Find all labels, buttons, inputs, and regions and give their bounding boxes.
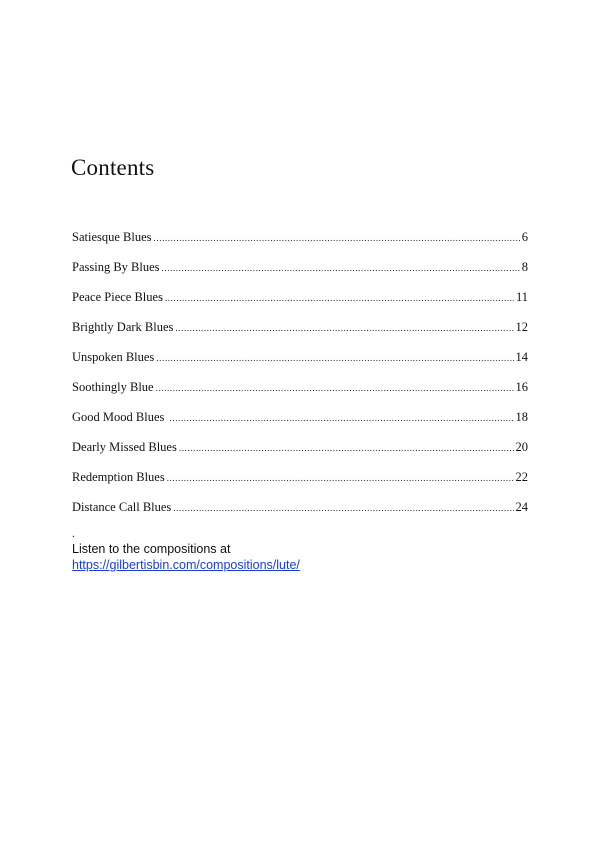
toc-entry-page: 14 bbox=[515, 350, 528, 364]
toc-leader-dots bbox=[167, 468, 514, 488]
toc-leader-dots bbox=[156, 348, 513, 368]
toc-entry-title: Distance Call Blues bbox=[72, 500, 172, 514]
toc-entry-title: Dearly Missed Blues bbox=[72, 440, 177, 454]
toc-entry-title: Peace Piece Blues bbox=[72, 290, 163, 304]
toc-entry[interactable] bbox=[72, 437, 528, 467]
toc-entry-title: Unspoken Blues bbox=[72, 350, 155, 364]
toc-entry-title: Soothingly Blue bbox=[72, 380, 154, 394]
toc-entry[interactable] bbox=[72, 497, 528, 527]
toc-entry[interactable] bbox=[72, 407, 528, 437]
toc-leader-dots bbox=[154, 228, 520, 248]
page-title: Contents bbox=[71, 155, 155, 180]
separator-dot: . bbox=[72, 526, 75, 540]
toc-entry-page: 8 bbox=[521, 260, 528, 274]
toc-leader-dots bbox=[179, 438, 514, 458]
toc-leader-dots bbox=[170, 408, 514, 428]
toc-entry-page: 22 bbox=[515, 470, 528, 484]
toc-entry[interactable] bbox=[72, 257, 528, 287]
toc-leader-dots bbox=[173, 498, 513, 518]
toc-entry[interactable] bbox=[72, 347, 528, 377]
toc-entry-title: Redemption Blues bbox=[72, 470, 165, 484]
toc-entry-page: 6 bbox=[521, 230, 528, 244]
toc-entry-page: 12 bbox=[515, 320, 528, 334]
toc-entry-title: Passing By Blues bbox=[72, 260, 160, 274]
table-of-contents bbox=[72, 227, 528, 527]
toc-entry[interactable] bbox=[72, 467, 528, 497]
listen-caption: Listen to the compositions at bbox=[72, 542, 231, 556]
toc-entry[interactable] bbox=[72, 287, 528, 317]
toc-entry[interactable] bbox=[72, 317, 528, 347]
toc-entry[interactable] bbox=[72, 227, 528, 257]
toc-leader-dots bbox=[162, 258, 520, 278]
toc-leader-dots bbox=[165, 288, 514, 308]
toc-entry[interactable] bbox=[72, 377, 528, 407]
toc-entry-page: 18 bbox=[515, 410, 528, 424]
toc-leader-dots bbox=[156, 378, 514, 398]
toc-entry-title: Brightly Dark Blues bbox=[72, 320, 174, 334]
toc-entry-title: Good Mood Blues bbox=[72, 410, 168, 424]
toc-entry-page: 24 bbox=[515, 500, 528, 514]
toc-entry-page: 20 bbox=[515, 440, 528, 454]
toc-entry-page: 11 bbox=[515, 290, 528, 304]
toc-entry-page: 16 bbox=[515, 380, 528, 394]
toc-leader-dots bbox=[175, 318, 513, 338]
compositions-link[interactable]: https://gilbertisbin.com/compositions/lute/ bbox=[72, 558, 300, 572]
toc-entry-title: Satiesque Blues bbox=[72, 230, 152, 244]
